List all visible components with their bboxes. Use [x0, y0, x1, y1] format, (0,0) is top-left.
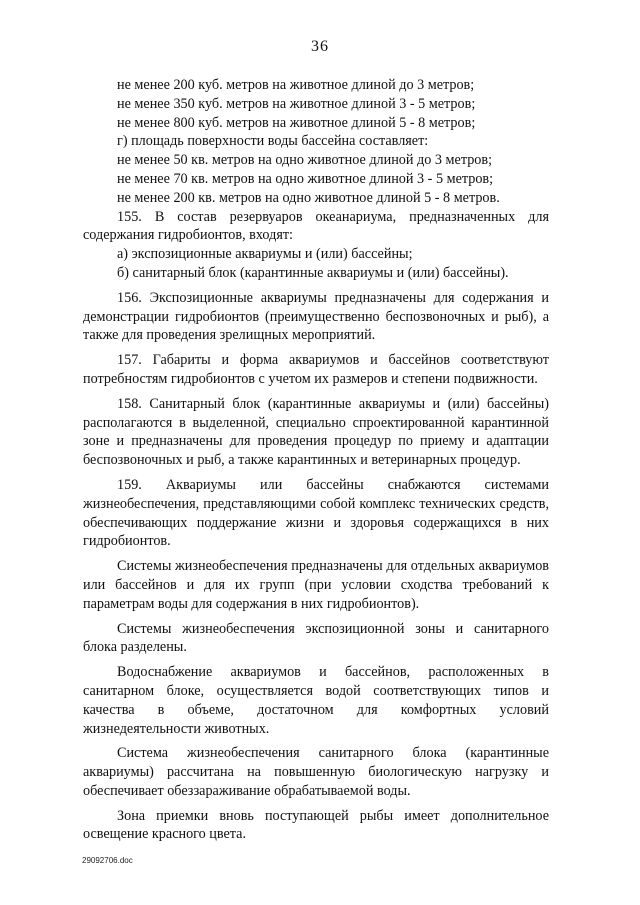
text-line: не менее 200 куб. метров на животное длиной до 3 метров; — [117, 77, 475, 93]
paragraph-156: 156. Экспозиционные аквариумы предназначены для содержания и демонстрации гидробионтов (преимущественно беспозвоночных и рыб), а также для проведения зрелищных мероприятий. — [83, 289, 549, 344]
text-line: не менее 350 куб. метров на животное длиной 3 - 5 метров; — [117, 95, 476, 112]
paragraph-155: 155. В состав резервуаров океанариума, предназначенных для содержания гидробионтов, входят: — [83, 208, 549, 244]
document-body — [83, 76, 549, 844]
footer-filename: 29092706.doc — [82, 856, 133, 865]
text-line: г) площадь поверхности воды бассейна составляет: — [117, 133, 429, 150]
paragraph-157: 157. Габариты и форма аквариумов и бассейнов соответствуют потребностям гидробионтов с учетом их размеров и степени подвижности. — [83, 352, 549, 387]
paragraph-159-separation: Системы жизнеобеспечения экспозиционной зоны и санитарного блока разделены. — [83, 620, 549, 656]
paragraph-159-systems: Системы жизнеобеспечения предназначены для отдельных аквариумов или бассейнов и для их групп (при условии сходства требований к параметрам воды для содержания в них гидробионтов). — [83, 558, 549, 612]
text-line: не менее 50 кв. метров на одно животное длиной до 3 метров; — [117, 152, 493, 169]
text-line: не менее 70 кв. метров на одно животное длиной 3 - 5 метров; — [117, 170, 494, 187]
paragraph-159-lighting: Зона приемки вновь поступающей рыбы имеет дополнительное освещение красного цвета. — [83, 807, 549, 843]
paragraph-159-water-supply: Водоснабжение аквариумов и бассейнов, расположенных в санитарном блоке, осуществляется водой соответствующих типов и качества в объеме, достаточном для комфортных условий жизнедеятельности животных. — [83, 664, 549, 737]
page-number: 36 — [311, 38, 329, 55]
text-line: не менее 800 куб. метров на животное длиной 5 - 8 метров; — [117, 114, 476, 131]
list-item-b: б) санитарный блок (карантинные аквариумы и (или) бассейны). — [117, 264, 509, 281]
paragraph-159: 159. Аквариумы или бассейны снабжаются системами жизнеобеспечения, представляющими собой комплекс технических средств, обеспечивающих поддержание жизни и здоровья содержащихся в них гидробионтов. — [83, 476, 549, 550]
paragraph-158: 158. Санитарный блок (карантинные аквариумы и (или) бассейны) располагаются в выделенной, специально спроектированной карантинной зоне и предназначены для проведения процедур по приему и адаптации беспозвоночных и рыб, а также карантинных и ветеринарных процедур. — [83, 395, 549, 469]
list-item-a: а) экспозиционные аквариумы и (или) бассейны; — [117, 246, 413, 263]
text-line: не менее 200 кв. метров на одно животное длиной 5 - 8 метров. — [117, 189, 500, 206]
paragraph-159-quarantine: Система жизнеобеспечения санитарного блока (карантинные аквариумы) рассчитана на повышенную биологическую нагрузку и обеспечивает обеззараживание обрабатываемой воды. — [83, 745, 549, 799]
